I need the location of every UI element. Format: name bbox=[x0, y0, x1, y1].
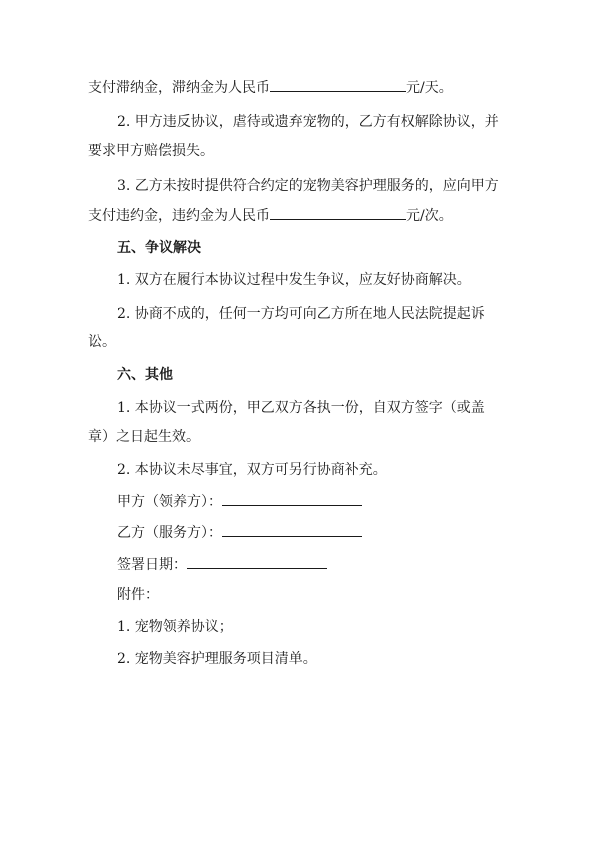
section-title-other: 六、其他 bbox=[117, 367, 173, 383]
signature-party-a: 甲方（领养方）： bbox=[117, 491, 362, 512]
late-fee-blank[interactable] bbox=[270, 77, 406, 92]
late-fee-text: 支付滞纳金，滞纳金为人民币 bbox=[88, 80, 270, 96]
breach-item2-line1: 2. 甲方违反协议，虐待或遗弃宠物的，乙方有权解除协议，并 bbox=[117, 114, 499, 130]
breach-item2-line2: 要求甲方赔偿损失。 bbox=[88, 143, 214, 159]
attachment-item1: 1. 宠物领养协议； bbox=[117, 619, 233, 635]
signature-date: 签署日期： bbox=[117, 554, 327, 575]
other-item2: 2. 本协议未尽事宜，双方可另行协商补充。 bbox=[117, 462, 387, 478]
section-title-dispute: 五、争议解决 bbox=[117, 240, 201, 256]
dispute-item2-line1: 2. 协商不成的，任何一方均可向乙方所在地人民法院提起诉 bbox=[117, 306, 485, 322]
attachment-item2: 2. 宠物美容护理服务项目清单。 bbox=[117, 651, 317, 667]
date-blank[interactable] bbox=[187, 554, 327, 569]
dispute-item2-line2: 讼。 bbox=[88, 334, 116, 350]
signature-party-b: 乙方（服务方）： bbox=[117, 522, 362, 543]
other-item1-line2: 章）之日起生效。 bbox=[88, 429, 200, 445]
breach-item3-line1: 3. 乙方未按时提供符合约定的宠物美容护理服务的，应向甲方 bbox=[117, 178, 499, 194]
breach-item3-line2: 支付违约金，违约金为人民币 元/次。 bbox=[88, 205, 453, 226]
dispute-item1: 1. 双方在履行本协议过程中发生争议，应友好协商解决。 bbox=[117, 272, 471, 288]
other-item1-line1: 1. 本协议一式两份，甲乙双方各执一份，自双方签字（或盖 bbox=[117, 400, 485, 416]
attachments-title: 附件： bbox=[117, 587, 159, 603]
late-fee-unit: 元/天。 bbox=[406, 80, 453, 96]
party-a-blank[interactable] bbox=[222, 491, 362, 506]
party-b-blank[interactable] bbox=[222, 522, 362, 537]
late-fee-line bbox=[88, 77, 453, 98]
penalty-blank[interactable] bbox=[270, 205, 406, 220]
